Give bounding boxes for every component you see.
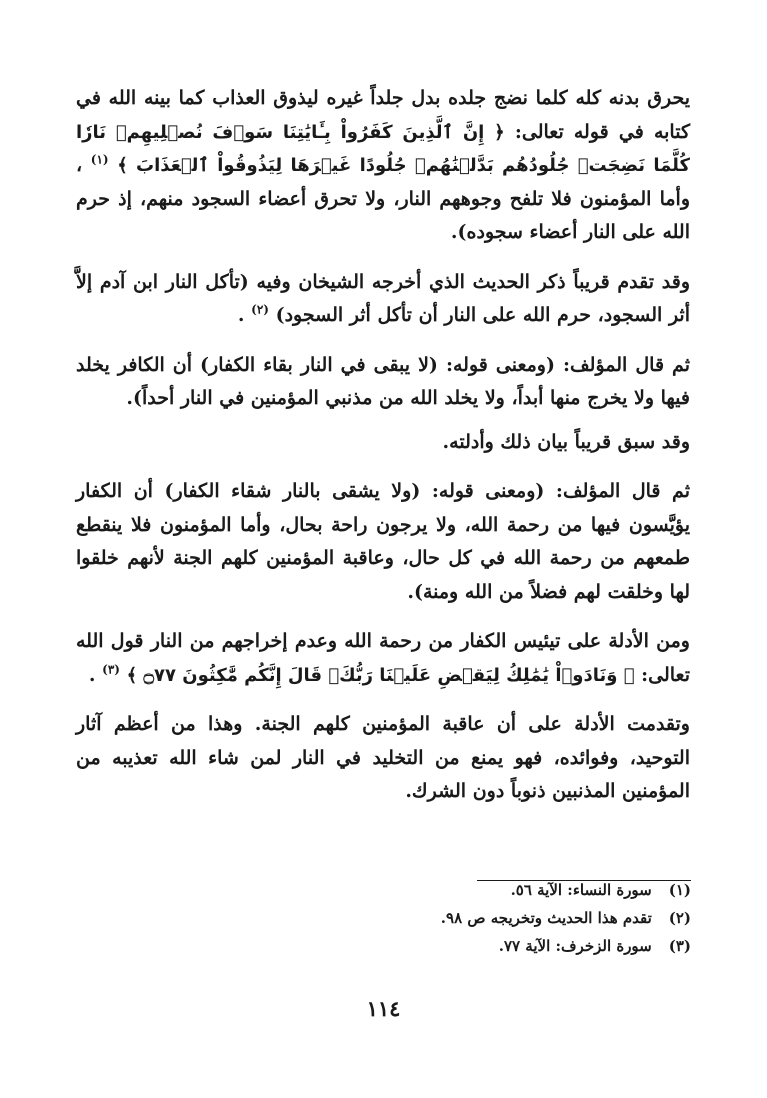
paragraph-hadith	[76, 266, 690, 333]
footnote-reference[interactable]: (٢)	[251, 302, 269, 317]
footnote-number: (٢)	[668, 909, 691, 927]
paragraph-text: وتقدمت الأدلة على أن عاقبة المؤمنين كلهم الجنة. وهذا من أعظم آثار التوحيد، وفوائده، فهو يمنع من التخليد في النار لمن شاء الله تعذيبه من المؤمنين المذنبين ذنوباً دون الشرك.	[76, 713, 690, 802]
paragraph-text: يحرق بدنه كله كلما نضج جلده بدل جلداً غيره ليذوق العذاب كما بينه الله في كتابه في قوله تعالى:	[76, 87, 690, 143]
paragraph-text: .	[88, 663, 96, 686]
page-body	[76, 82, 690, 825]
footnote-text: سورة النساء: الآية ٥٦.	[510, 881, 652, 899]
paragraph-text: ثم قال المؤلف: (ومعنى قوله: (ولا يشقى بالنار شقاء الكفار) أن الكفار يؤيَّسون فيها من رحمة الله، ولا يرجون راحة بحال، وأما المؤمنون فلا ينقطع طمعهم من رحمة الله في كل حال، وعاقبة المؤمنين كلهم الجنة لأنهم خلقوا لها وخلقت لهم فضلاً من الله ومنة).	[76, 480, 690, 603]
paragraph-text: ومن الأدلة على تيئيس الكفار من رحمة الله وعدم إخراجهم من النار قول الله تعالى:	[76, 630, 690, 686]
paragraph-burning	[76, 82, 690, 250]
paragraph-text: وقد تقدم قريباً ذكر الحديث الذي أخرجه الشيخان وفيه (تأكل النار ابن آدم إلاَّ أثر السجود، حرم الله على النار أن تأكل أثر السجود)	[76, 270, 690, 326]
footnote-item	[291, 904, 691, 932]
quran-verse: ﴿ وَنَادَوۡاْ يَٰمَٰلِكُ لِيَقۡضِ عَلَيۡنَا رَبُّكَۖ قَالَ إِنَّكُم مَّٰكِثُونَ ۝٧٧ ﴾	[126, 664, 635, 686]
footnote-text: سورة الزخرف: الآية ٧٧.	[498, 937, 652, 955]
footnote-item	[291, 876, 691, 904]
footnote-number: (١)	[668, 881, 691, 899]
footnotes	[291, 876, 691, 960]
paragraph-evidence	[76, 625, 690, 692]
paragraph-text: ، وأما المؤمنون فلا تلفح وجوههم النار، ولا تحرق أعضاء السجود منهم، إذ حرم الله على النار أعضاء سجوده).	[76, 154, 690, 243]
footnote-number: (٣)	[668, 937, 691, 955]
paragraph-text: ثم قال المؤلف: (ومعنى قوله: (لا يبقى في النار بقاء الكفار) أن الكافر يخلد فيها ولا يخرج منها أبداً، ولا يخلد الله من مذنبي المؤمنين في النار أحداً).	[76, 353, 690, 409]
paragraph-text: وقد سبق قريباً بيان ذلك وأدلته.	[442, 430, 690, 453]
quran-verse: ﴿ إِنَّ ٱلَّذِينَ كَفَرُواْ بِـَٔايَٰتِنَا سَوۡفَ نُصۡلِيهِمۡ نَارٗا كُلَّمَا نَضِجَتۡ جُلُودُهُم بَدَّلۡنَٰهُمۡ جُلُودًا غَيۡرَهَا لِيَذُوقُواْ ٱلۡعَذَابَ ﴾	[76, 121, 690, 176]
paragraph-mentioned-before	[76, 426, 690, 460]
page-number: ١١٤	[366, 996, 401, 1021]
paragraph-text: .	[237, 304, 245, 326]
paragraph-tawhid	[76, 708, 690, 809]
footnote-text: تقدم هذا الحديث وتخريجه ص ٩٨.	[440, 909, 652, 927]
footnote-reference[interactable]: (٣)	[102, 662, 120, 677]
footnote-reference[interactable]: (١)	[90, 152, 109, 167]
paragraph-no-misery	[76, 475, 690, 609]
footnote-item	[291, 932, 691, 960]
paragraph-no-remaining	[76, 349, 690, 416]
